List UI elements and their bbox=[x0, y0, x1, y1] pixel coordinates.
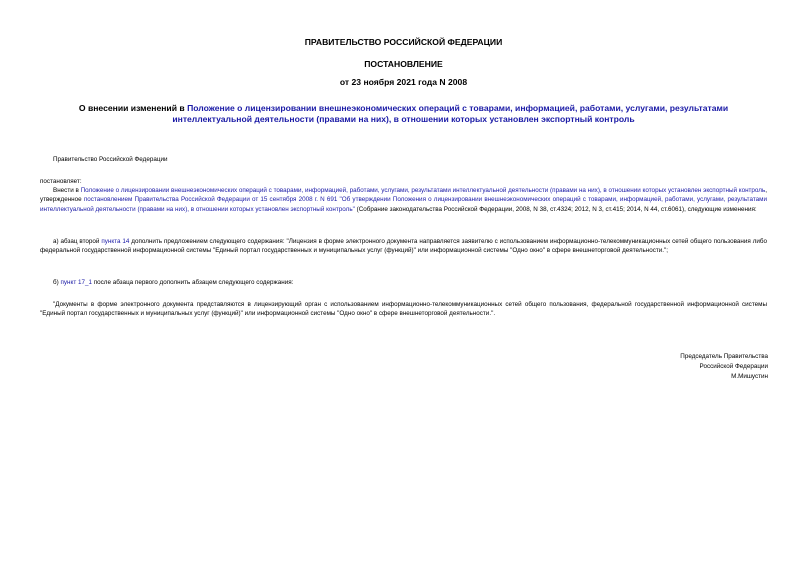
authority-heading: ПРАВИТЕЛЬСТВО РОССИЙСКОЙ ФЕДЕРАЦИИ bbox=[304, 37, 503, 47]
intro-text-3: (Собрание законодательства Российской Федерации, 2008, N 38, ст.4324; 2012, N 3, ст.415; 2014, N 44, ст.6061), следующие изменения: bbox=[354, 205, 757, 213]
item-a-text-2: дополнить предложением следующего содержания: "Лицензия в форме электронного документа направляется заявителю с использованием информационно-телекоммуникационных сетей общего пользования либо федеральной государственной информационной системы "Единый портал государственных и муниципальных услуг (функций)" или информационной системы "Одно окно" в сфере внешнеторговой деятельности."; bbox=[40, 238, 768, 255]
resolves-line: постановляет: bbox=[40, 178, 82, 185]
date-number-heading: от 23 ноября 2021 года N 2008 bbox=[339, 77, 468, 87]
point-17-1-link[interactable]: пункт 17_1 bbox=[60, 279, 92, 286]
title-prefix: О внесении изменений в bbox=[78, 103, 188, 113]
intro-text-1: Внести в bbox=[53, 187, 81, 194]
title-regulation-link[interactable]: Положение о лицензировании внешнеэкономических операций с товарами, информацией, работами, услугами, результатами интеллектуальной деятельности (правами на них), в отношении которых установлен экспортный контроль bbox=[172, 103, 729, 124]
signature-organization: Российской Федерации bbox=[699, 363, 768, 370]
signature-name: М.Мишустин bbox=[731, 373, 768, 380]
intro-paragraph bbox=[40, 186, 767, 214]
item-a-paragraph bbox=[40, 237, 767, 256]
intro-text-2: , утвержденное bbox=[40, 187, 767, 204]
item-b-text-1: б) bbox=[53, 279, 61, 286]
item-b-text-2: после абзаца первого дополнить абзацем следующего содержания: bbox=[91, 279, 294, 286]
quoted-paragraph: "Документы в форме электронного документа представляются в лицензирующий орган с использованием информационно-телекоммуникационных сетей общего пользования, федеральной государственной информационной системы "Единый портал государственных и муниципальных услуг (функций)" или информационной системы "Одно окно" в сфере внешнеторговой деятельности.". bbox=[40, 301, 767, 318]
document-title bbox=[60, 103, 747, 125]
resolution-691-link[interactable]: постановлением Правительства Российской Федерации от 15 сентября 2008 г. N 691 "Об утверждении Положения о лицензировании внешнеэкономических операций с товарами, информацией, работами, услугами, результатами интеллектуальной деятельности (правами на них), в отношении которых установлен экспортный контроль" bbox=[40, 196, 767, 213]
point-14-link[interactable]: пункта 14 bbox=[101, 238, 130, 245]
item-a-text-1: а) абзац второй bbox=[53, 238, 102, 245]
signature-block bbox=[528, 352, 768, 382]
document-type-heading: ПОСТАНОВЛЕНИЕ bbox=[364, 59, 443, 69]
item-b-paragraph bbox=[40, 278, 767, 287]
signature-position: Председатель Правительства bbox=[680, 353, 768, 360]
regulation-link[interactable]: Положение о лицензировании внешнеэкономических операций с товарами, информацией, работами, услугами, результатами интеллектуальной деятельности (правами на них), в отношении которых установлен экспортный контроль bbox=[80, 187, 766, 194]
government-line: Правительство Российской Федерации bbox=[53, 156, 168, 163]
